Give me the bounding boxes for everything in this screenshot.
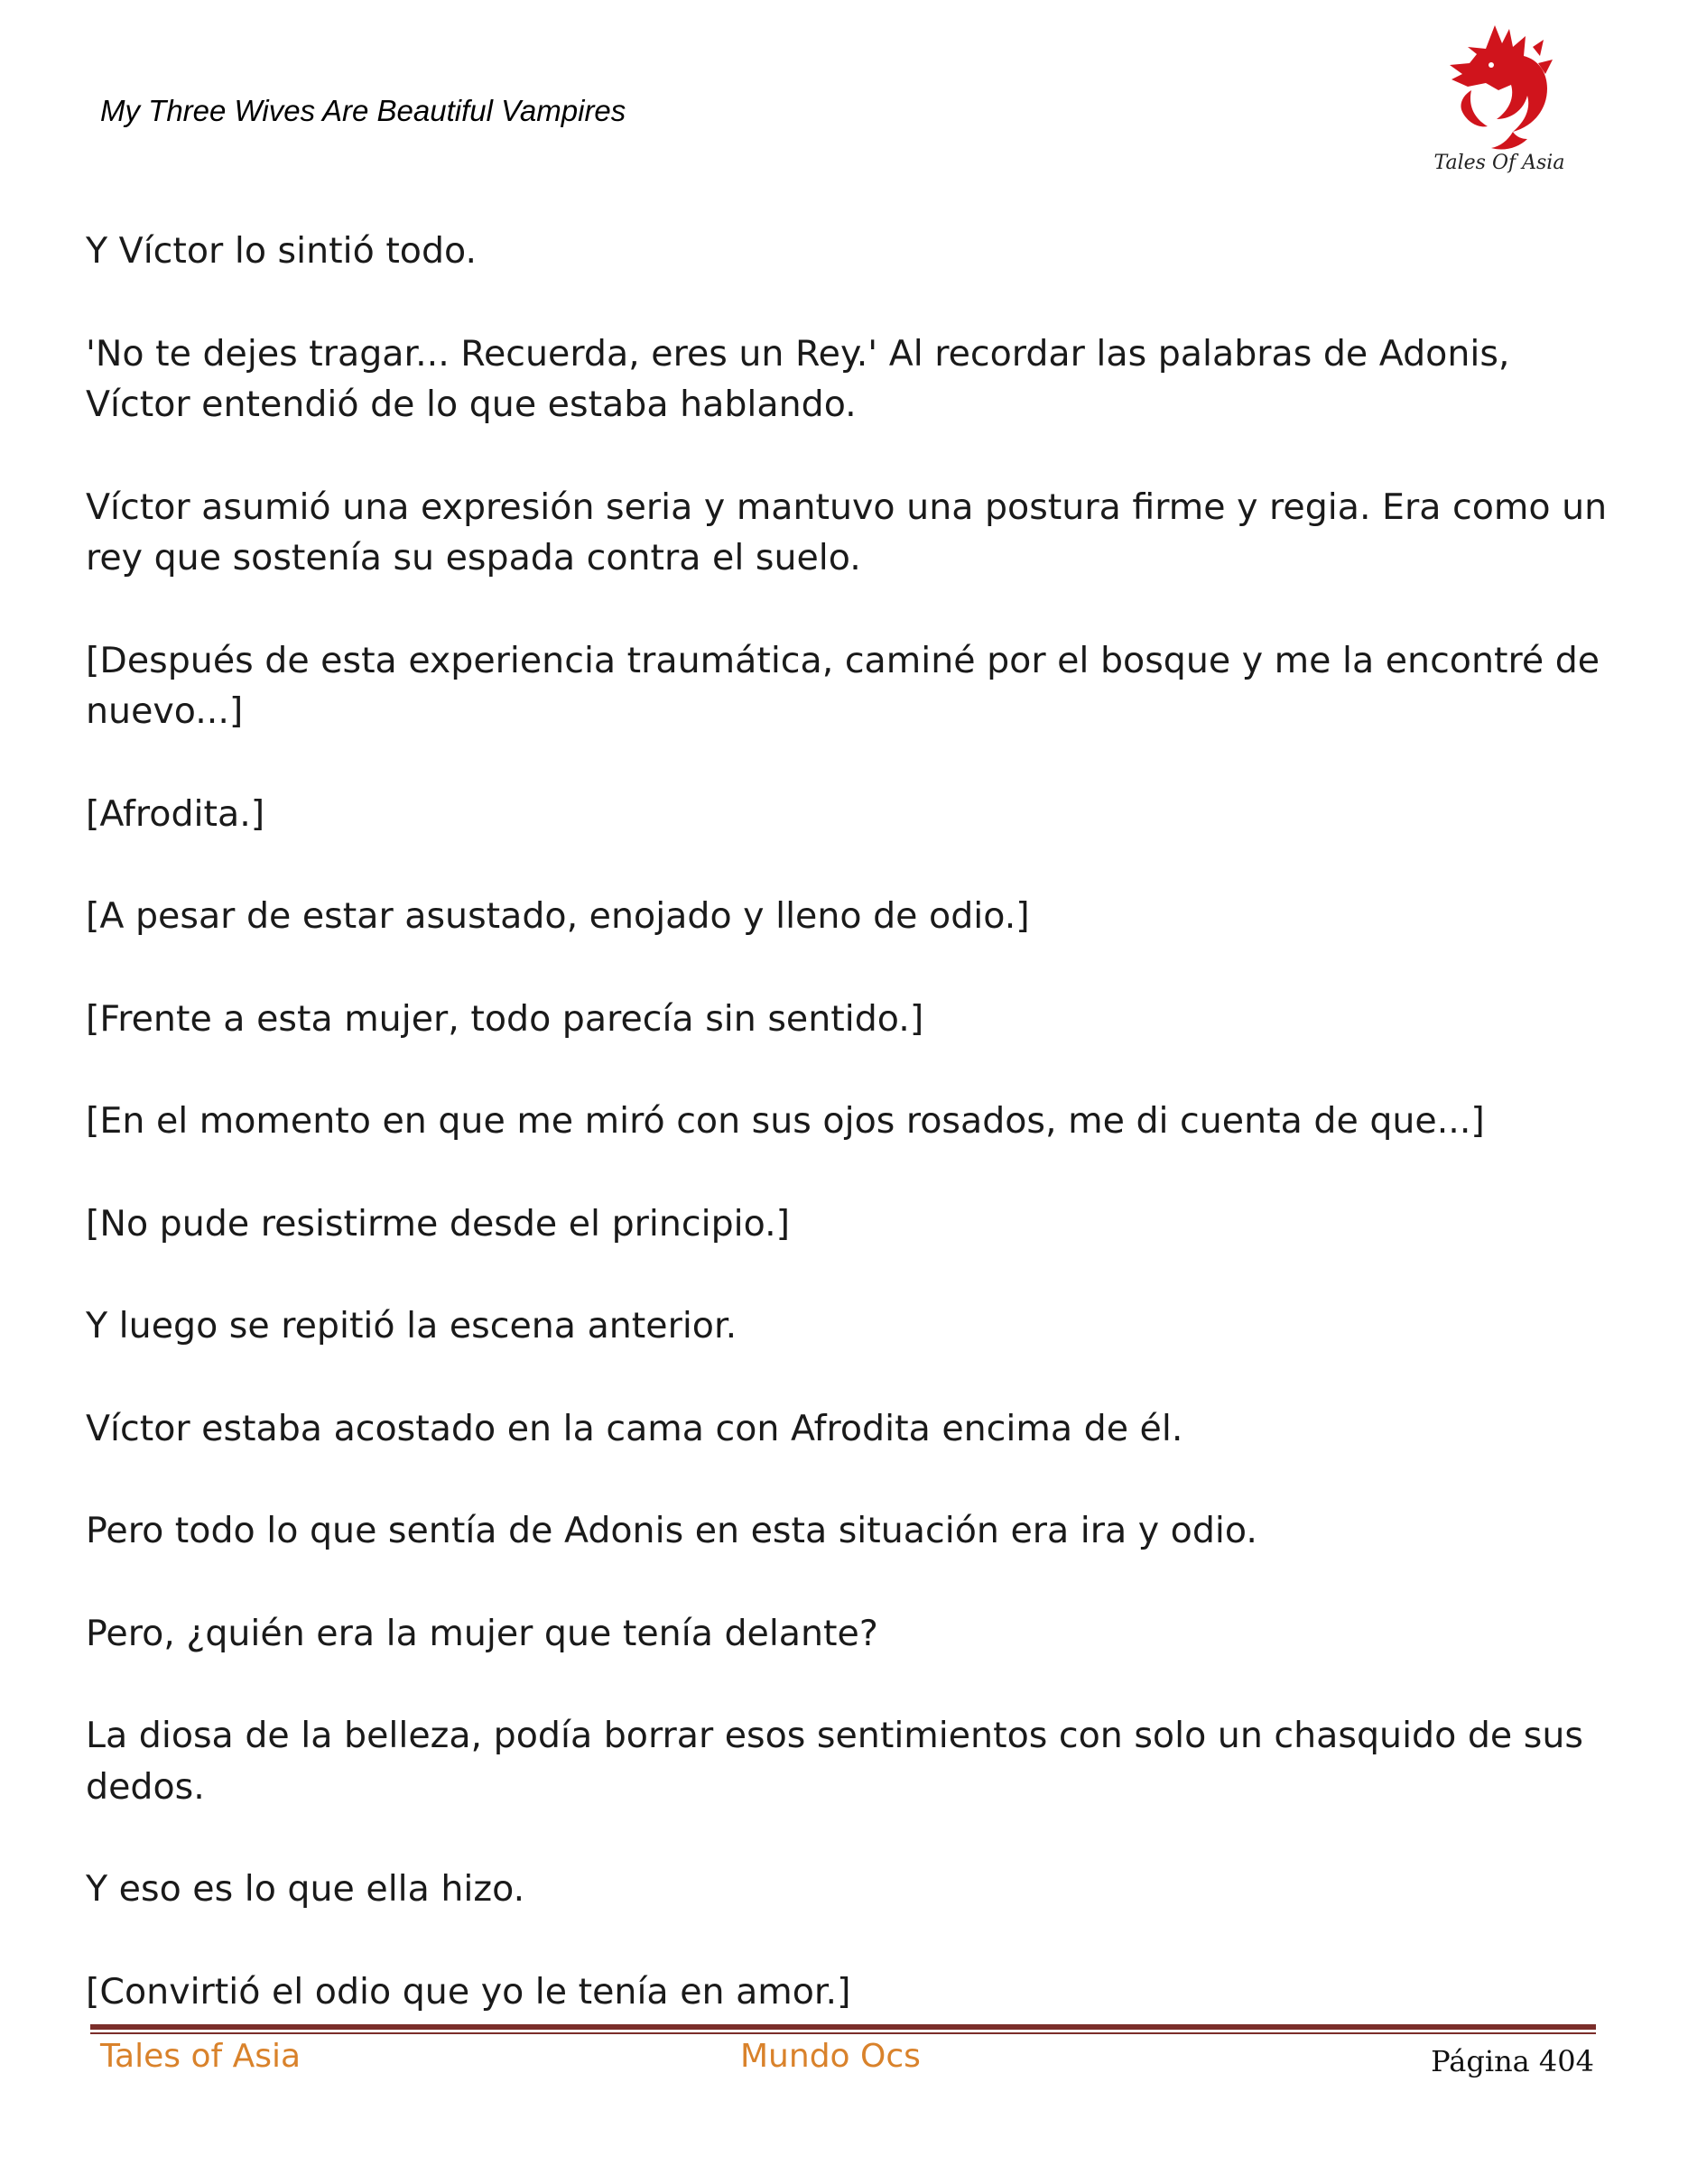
footer-divider-thin	[90, 2032, 1596, 2034]
paragraph: Y Víctor lo sintió todo.	[86, 230, 478, 272]
paragraph: Pero todo lo que sentía de Adonis en esta situación era ira y odio.	[86, 1510, 1257, 1551]
header-title: My Three Wives Are Beautiful Vampires	[100, 94, 626, 127]
footer-divider	[90, 2024, 1596, 2030]
paragraph: [A pesar de estar asustado, enojado y lleno de odio.]	[86, 895, 1030, 937]
paragraph: [Frente a esta mujer, todo parecía sin sentido.]	[86, 997, 924, 1040]
paragraph: [Afrodita.]	[86, 792, 265, 835]
dragon-icon	[1432, 20, 1567, 155]
paragraph: [En el momento en que me miró con sus ojos rosados, me di cuenta de que...]	[86, 1100, 1485, 1142]
paragraph: Y eso es lo que ella hizo.	[86, 1868, 525, 1910]
page-number: Página 404	[1431, 2044, 1594, 2078]
paragraph: [Después de esta experiencia traumática, caminé por el bosque y me la encontré de nuevo...]	[86, 639, 1600, 732]
paragraph: 'No te dejes tragar... Recuerda, eres un Rey.' Al recordar las palabras de Adonis, Víctor entendió de lo que estaba hablando.	[86, 332, 1510, 425]
paragraph: Y luego se repitió la escena anterior.	[86, 1305, 737, 1346]
paragraph: Víctor asumió una expresión seria y mantuvo una postura firme y regia. Era como un rey que sostenía su espada contra el suelo.	[86, 486, 1608, 578]
paragraph: [Convirtió el odio que yo le tenía en amor.]	[86, 1970, 851, 2013]
paragraph: [No pude resistirme desde el principio.]	[86, 1202, 791, 1245]
chapter-text	[86, 226, 1611, 2068]
footer-series-label: Mundo Ocs	[740, 2038, 921, 2075]
paragraph: Pero, ¿quién era la mujer que tenía delante?	[86, 1612, 878, 1654]
paragraph: La diosa de la belleza, podía borrar esos sentimientos con solo un chasquido de sus dedos.	[86, 1715, 1583, 1808]
tales-of-asia-logo	[1432, 20, 1567, 182]
paragraph: Víctor estaba acostado en la cama con Afrodita encima de él.	[86, 1407, 1183, 1449]
footer-site-name: Tales of Asia	[100, 2038, 301, 2075]
logo-text: Tales Of Asia	[1433, 152, 1565, 174]
